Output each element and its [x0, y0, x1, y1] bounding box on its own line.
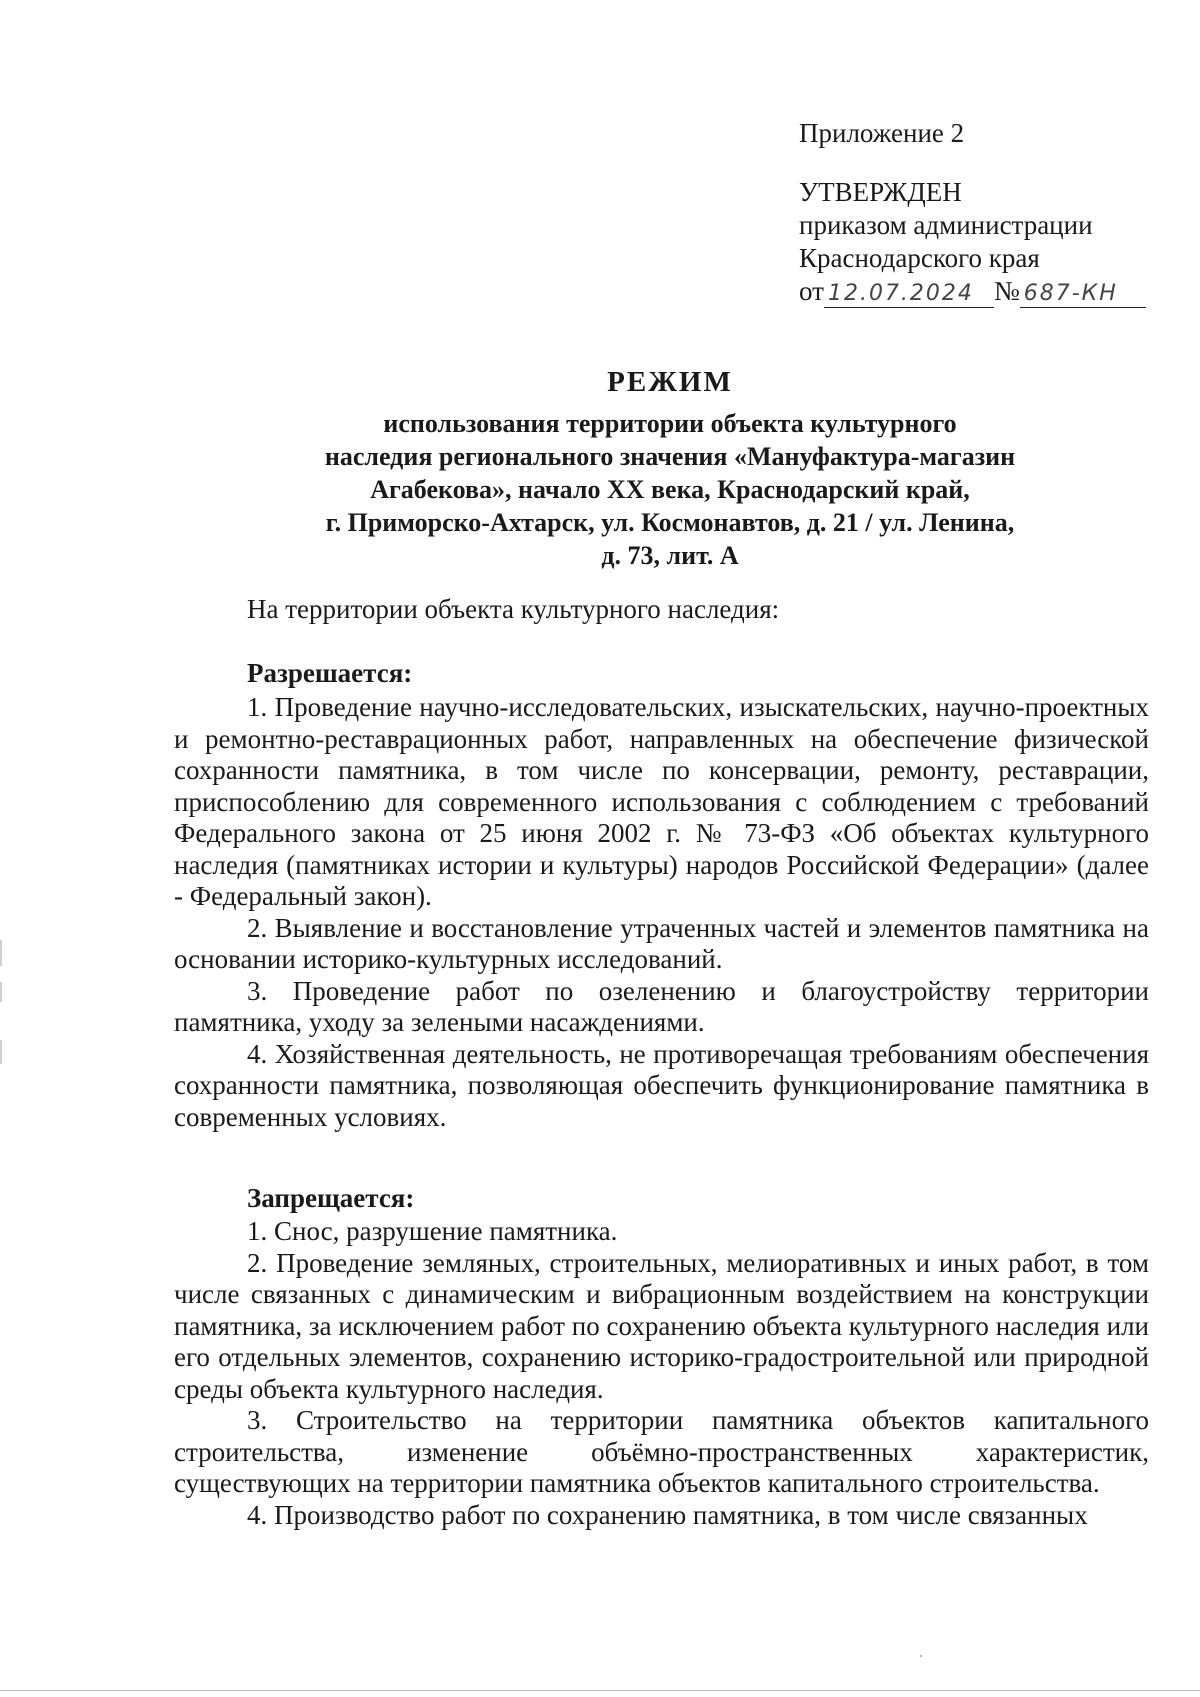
scan-binding-mark [0, 982, 2, 1002]
prohibited-item: 4. Производство работ по сохранению памятника, в том числе связанных [247, 1499, 1088, 1530]
annex-label: Приложение 2 [799, 118, 965, 148]
title-main: РЕЖИМ [607, 366, 733, 398]
prohibited-item: 1. Снос, разрушение памятника. [247, 1216, 618, 1246]
intro-text: На территории объекта культурного наследия: [247, 594, 780, 624]
approval-line-1: приказом администрации [799, 210, 1093, 240]
document-title [130, 366, 1200, 572]
number-sign: № [993, 276, 1020, 306]
scan-binding-mark [0, 1040, 2, 1064]
approval-line-2: Краснодарского края [799, 243, 1040, 273]
approval-block [799, 117, 1146, 308]
permitted-list [174, 692, 1149, 1133]
handwritten-number: 687-КН [1020, 281, 1146, 308]
prohibited-item: 2. Проведение земляных, строительных, мелиоративных и иных работ, в том числе связанных с динамическим и вибрационным воздействием на конструкции памятника, за исключением работ по сохранению объекта культурного наследия или его отдельных элементов, сохранению историко-градостроительной или природной среды объекта культурного наследия. [174, 1247, 1149, 1404]
approval-date-line [799, 275, 1146, 308]
prohibited-item: 3. Строительство на территории памятника объектов капитального строительства, изменение объёмно-пространственных характеристик, существующих на территории памятника объектов капитального строительства. [174, 1405, 1149, 1498]
permitted-item: 1. Проведение научно-исследовательских, изыскательских, научно-проектных и ремонтно-реставрационных работ, направленных на обеспечение физической сохранности памятника, в том числе по консервации, ремонту, реставрации, приспособлению для современного использования с соблюдением с требований Федерального закона от 25 июня 2002 г. № 73-ФЗ «Об объектах культурного наследия (памятниках истории и культуры) народов Российской Федерации» (далее - Федеральный закон). [174, 692, 1149, 911]
title-line: д. 73, лит. А [601, 541, 739, 570]
permitted-heading: Разрешается: [247, 658, 413, 688]
prohibited-list [174, 1216, 1149, 1531]
scan-binding-mark [0, 940, 2, 966]
title-line: Агабекова», начало XX века, Краснодарский край, [370, 475, 970, 504]
date-prefix: от [799, 276, 824, 306]
scan-speck [920, 1655, 922, 1657]
approved-label: УТВЕРЖДЕН [799, 177, 962, 207]
title-line: наследия регионального значения «Мануфактура-магазин [324, 442, 1016, 471]
prohibited-heading: Запрещается: [247, 1183, 415, 1213]
handwritten-date: 12.07.2024 [824, 281, 994, 308]
permitted-item: 4. Хозяйственная деятельность, не противоречащая требованиям обеспечения сохранности памятника, позволяющая обеспечить функционирование памятника в современных условиях. [174, 1038, 1149, 1132]
permitted-item: 3. Проведение работ по озеленению и благоустройству территории памятника, уходу за зелеными насаждениями. [174, 975, 1149, 1037]
scan-bottom-edge [0, 1690, 1200, 1691]
title-line: г. Приморско-Ахтарск, ул. Космонавтов, д. 21 / ул. Ленина, [325, 508, 1015, 537]
title-line: использования территории объекта культурного [383, 409, 957, 438]
permitted-item: 2. Выявление и восстановление утраченных частей и элементов памятника на основании историко-культурных исследований. [174, 912, 1149, 974]
